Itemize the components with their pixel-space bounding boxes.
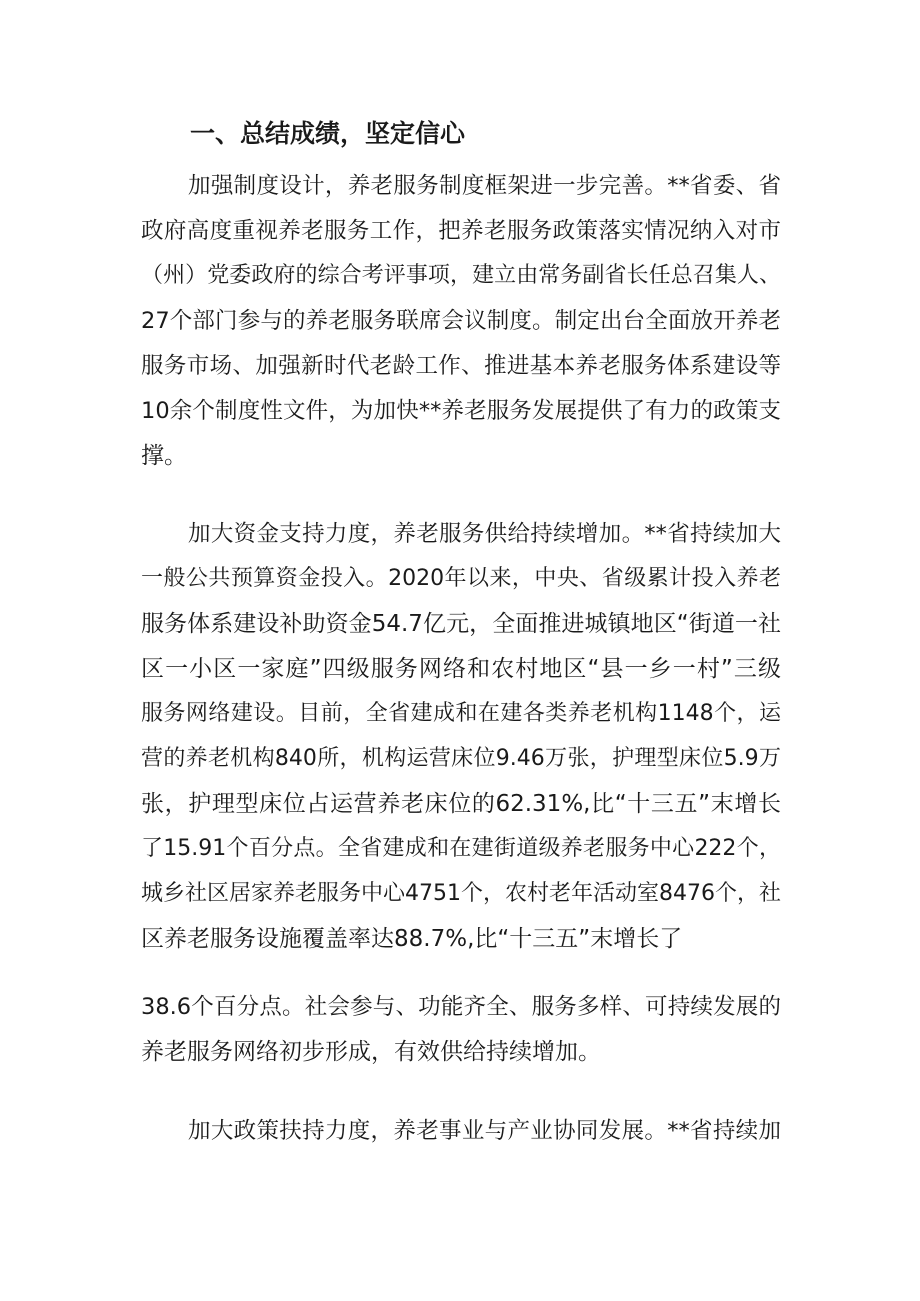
paragraph-line: 营的养老机构840所，机构运营床位9.46万张，护理型床位5.9万 [141, 746, 781, 771]
paragraph-line: 了15.91个百分点。全省建成和在建街道级养老服务中心222个， [141, 836, 781, 861]
paragraph-line: 加大资金支持力度，养老服务供给持续增加。**省持续加大 [188, 521, 781, 547]
paragraph-line: 加大政策扶持力度，养老事业与产业协同发展。**省持续加 [188, 1118, 781, 1144]
paragraph-line: 服务市场、加强新时代老龄工作、推进基本养老服务体系建设等 [141, 353, 781, 379]
paragraph-line: 服务体系建设补助资金54.7亿元，全面推进城镇地区“街道一社 [141, 611, 781, 637]
paragraph-line: 撑。 [141, 443, 187, 469]
paragraph-line: 27个部门参与的养老服务联席会议制度。制定出台全面放开养老 [141, 308, 781, 334]
paragraph-line: 10余个制度性文件，为加快**养老服务发展提供了有力的政策支 [141, 398, 781, 424]
paragraph-line: 区养老服务设施覆盖率达88.7%,比“十三五”末增长了 [141, 926, 683, 952]
paragraph-line: 养老服务网络初步形成，有效供给持续增加。 [141, 1039, 601, 1065]
section-heading: 一、总结成绩，坚定信心 [190, 119, 466, 148]
paragraph-line: 张，护理型床位占运营养老床位的62.31%,比“十三五”末增长 [141, 791, 781, 817]
paragraph-line: 区一小区一家庭”四级服务网络和农村地区“县一乡一村”三级 [141, 656, 781, 682]
paragraph-line: 加强制度设计，养老服务制度框架进一步完善。**省委、省 [188, 173, 781, 199]
paragraph-line: 服务网络建设。目前，全省建成和在建各类养老机构1148个，运 [141, 701, 781, 726]
paragraph-line: 一般公共预算资金投入。2020年以来，中央、省级累计投入养老 [141, 566, 781, 591]
paragraph-line: 政府高度重视养老服务工作，把养老服务政策落实情况纳入对市 [141, 218, 781, 244]
paragraph-line: 城乡社区居家养老服务中心4751个，农村老年活动室8476个，社 [141, 881, 781, 906]
paragraph-line: （州）党委政府的综合考评事项，建立由常务副省长任总召集人、 [141, 263, 781, 288]
paragraph-line: 38.6个百分点。社会参与、功能齐全、服务多样、可持续发展的 [141, 994, 781, 1020]
